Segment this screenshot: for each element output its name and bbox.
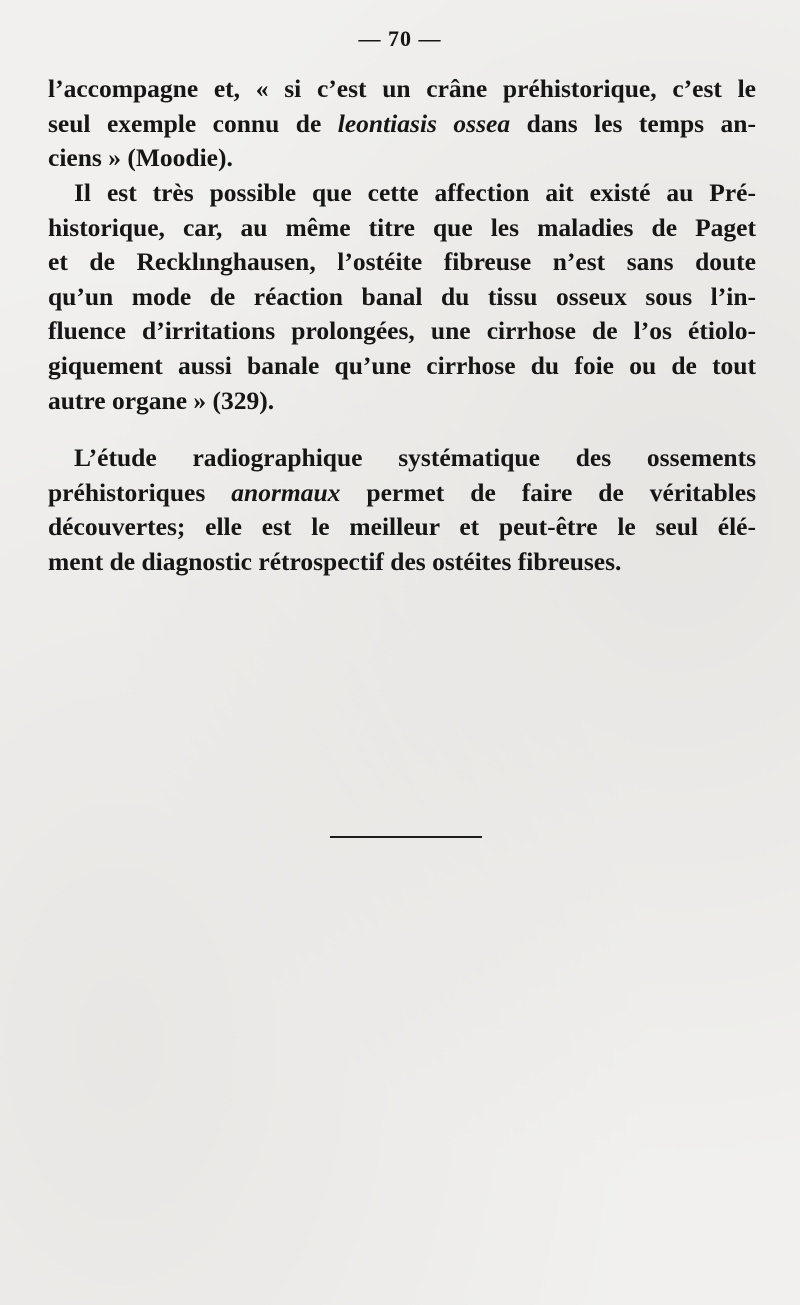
text-run: ment de diagnostic rétrospectif des ostéites fibreuses. [48, 546, 622, 576]
italic-term: anormaux [231, 477, 341, 507]
text-line [48, 314, 756, 349]
text-run: L’étude radiographique systématique des ossements [74, 443, 756, 472]
paragraph-2 [48, 176, 756, 418]
paragraph-3 [48, 441, 756, 579]
italic-term: leontiasis ossea [337, 108, 511, 138]
text-run: qu’un mode de réaction banal du tissu osseux sous l’in- [48, 281, 756, 311]
text-run: Il est très possible que cette affection ait existé au Pré- [74, 178, 756, 207]
page-number: — 70 — [358, 26, 442, 51]
text-run: préhistoriques [48, 477, 232, 507]
text-run: et de Recklınghausen, l’ostéite fibreuse n’est sans doute [48, 247, 756, 277]
text-run: découvertes; elle est le meilleur et peut-être le seul élé- [48, 512, 756, 542]
text-run: l’accompagne et, « si c’est un crâne préhistorique, c’est le [48, 74, 756, 103]
text-line [48, 476, 756, 511]
text-line [48, 72, 756, 107]
text-line [48, 245, 756, 280]
text-line [48, 176, 756, 211]
text-run: fluence d’irritations prolongées, une cirrhose de l’os étiolo- [48, 316, 756, 346]
text-line [48, 349, 756, 384]
paragraph-1 [48, 72, 756, 176]
text-line [48, 510, 756, 545]
text-run: historique, car, au même titre que les maladies de Paget [48, 212, 756, 242]
section-divider-rule [330, 836, 482, 838]
text-run: giquement aussi banale qu’une cirrhose du foie ou de tout [48, 350, 756, 380]
text-line [48, 141, 756, 176]
text-line [48, 211, 756, 246]
text-run: ciens » (Moodie). [48, 143, 233, 173]
text-run: seul exemple connu de [48, 108, 338, 138]
text-line [48, 107, 756, 142]
text-line [48, 384, 756, 419]
text-line [48, 545, 756, 580]
text-line [48, 280, 756, 315]
text-line [48, 441, 756, 476]
text-run: autre organe » (329). [48, 385, 275, 415]
text-run: dans les temps an- [510, 108, 756, 138]
text-run: permet de faire de véritables [340, 477, 756, 507]
